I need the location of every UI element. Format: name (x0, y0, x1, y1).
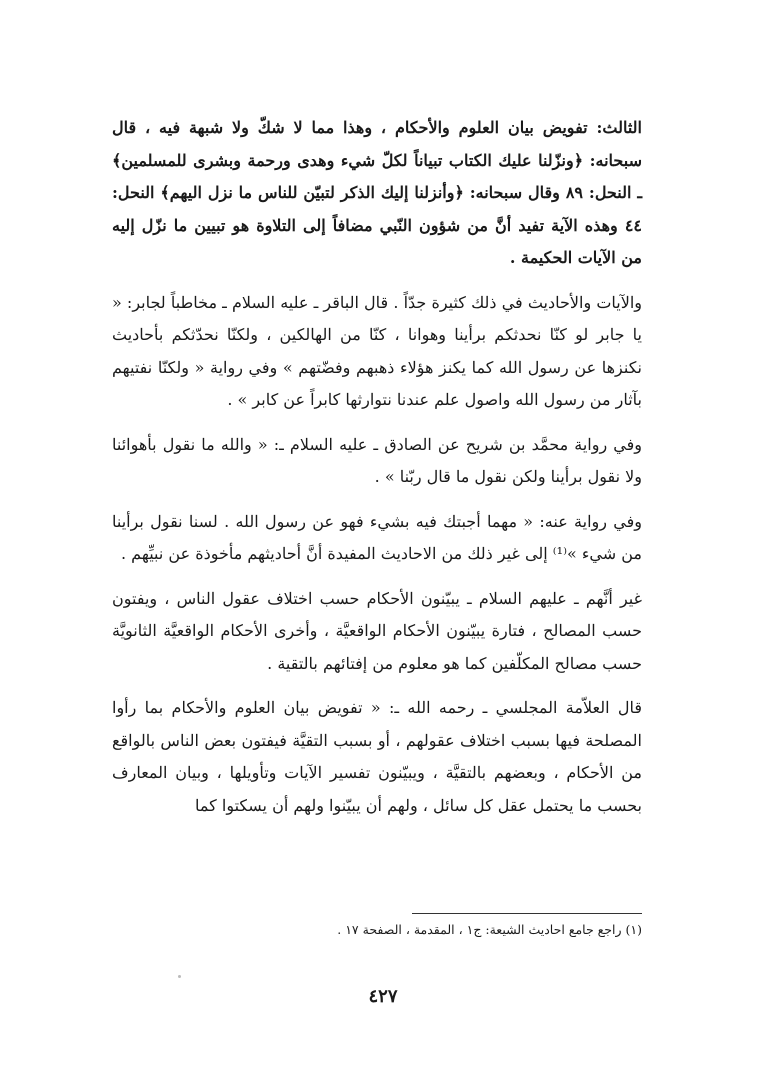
paragraph-sadiq-narration: وفي رواية محمَّد بن شريح عن الصادق ـ عليه السلام ـ: « والله ما نقول بأهوائنا ولا نقول برأينا ولكن نقول ما قال ربّنا » . (112, 434, 642, 486)
page-body (112, 112, 642, 834)
paragraph-third-point: الثالث: تفويض بيان العلوم والأحكام ، وهذا مما لا شكّ ولا شبهة فيه ، قال سبحانه: ﴿ونزّلنا عليك الكتاب تبياناً لكلّ شيء وهدى ورحمة وبشرى للمسلمين﴾ ـ النحل: ٨٩ وقال سبحانه: ﴿وأنزلنا إليك الذكر لتبيّن للناس ما نزل اليهم﴾ النحل: ٤٤ وهذه الآية تفيد أنَّ من شؤون النّبي مضافاً إلى التلاوة هو تبيين ما نزّل إليه من الآيات الحكيمة . (112, 118, 643, 267)
page-number: ٤٢٧ (368, 986, 398, 1007)
footnote-divider (412, 913, 642, 914)
footnote: (١) راجع جامع احاديث الشيعة: ج١ ، المقدمة ، الصفحة ١٧ . (337, 922, 642, 937)
paragraph-majlisi-quote: قال العلاّمة المجلسي ـ رحمه الله ـ: « تفويض بيان العلوم والأحكام بما رأوا المصلحة فيها بسبب اختلاف عقولهم ، أو بسبب التقيَّة فيفتون بعض الناس بالواقع من الأحكام ، وبعضهم بالتقيَّة ، ويبيّنون تفسير الآيات وتأويلها ، وبيان المعارف بحسب ما يحتمل عقل كل سائل ، ولهم أن يبيّنوا ولهم أن يسكتوا كما (112, 698, 642, 815)
speck-mark (178, 975, 181, 978)
paragraph-another-narration: وفي رواية عنه: « مهما أجبتك فيه بشيء فهو عن رسول الله . لسنا نقول برأينا من شيء »⁽¹⁾ إلى غير ذلك من الاحاديث المفيدة أنَّ أحاديثهم مأخوذة عن نبيِّهم . (112, 511, 642, 563)
paragraph-rulings: غير أنَّهم ـ عليهم السلام ـ يبيّنون الأحكام حسب اختلاف عقول الناس ، ويفتون حسب المصالح ، فتارة يبيّنون الأحكام الواقعيَّة ، وأخرى الأحكام الواقعيَّة الثانويَّة حسب مصالح المكلّفين كما هو معلوم من إفتائهم بالتقية . (112, 588, 642, 673)
paragraph-verses-hadith: والآيات والأحاديث في ذلك كثيرة جدّاً . قال الباقر ـ عليه السلام ـ مخاطباً لجابر: « يا جابر لو كنّا نحدثكم برأينا وهوانا ، كنّا من الهالكين ، ولكنّا نحدّثكم بأحاديث نكنزها عن رسول الله كما يكنز هؤلاء ذهبهم وفضّتهم » وفي رواية « ولكنّا نفتيهم بآثار من رسول الله واصول علم عندنا نتوارثها كابراً عن كابر » . (112, 292, 642, 409)
